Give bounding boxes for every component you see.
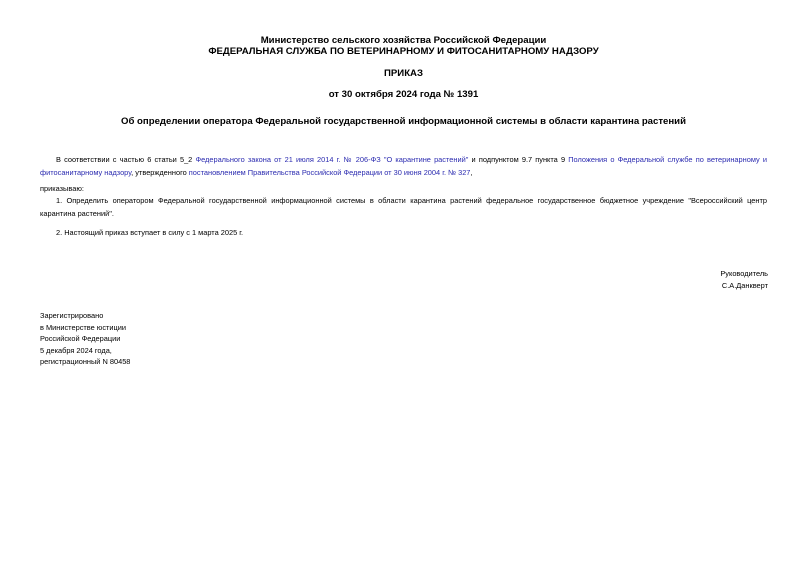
document-title: Об определении оператора Федеральной государственной информационной системы в области карантина растений [121, 116, 686, 127]
ministry-heading: Министерство сельского хозяйства Российской Федерации [260, 35, 547, 46]
registration-line-5: регистрационный N 80458 [40, 357, 131, 366]
government-decree-link[interactable]: постановлением Правительства Российской Федерации от 30 июня 2004 г. № 327 [188, 167, 471, 177]
preamble-text-2: и подпунктом 9.7 пункта 9 [468, 155, 569, 164]
registration-block [40, 310, 130, 368]
order-word: приказываю: [40, 184, 84, 193]
registration-line-2: в Министерстве юстиции [40, 322, 127, 332]
service-regulation-link[interactable]: Положения о Федеральной службе по ветеринарному и фитосанитарному надзору [40, 155, 767, 177]
signature-name: С.А.Данкверт [721, 280, 768, 290]
preamble-text-3: , утвержденного [131, 167, 189, 177]
order-item-1: 1. Определить оператором Федеральной государственной информационной системы в области карантина растений федеральное государственное бюджетное учреждение "Всероссийский центр карантина растений". [40, 196, 767, 218]
document-date-number: от 30 октября 2024 года № 1391 [328, 89, 479, 100]
registration-line-1: Зарегистрировано [40, 311, 104, 320]
preamble-text-1: В соответствии с частью 6 статьи 5_2 [56, 155, 196, 164]
preamble-paragraph [40, 154, 767, 179]
service-heading: ФЕДЕРАЛЬНАЯ СЛУЖБА ПО ВЕТЕРИНАРНОМУ И ФИТОСАНИТАРНОМУ НАДЗОРУ [208, 46, 599, 57]
signature-position: Руководитель [720, 269, 768, 278]
registration-line-3: Российской Федерации [40, 334, 121, 343]
signature-block [720, 268, 768, 291]
preamble-text-4: , [470, 167, 473, 177]
federal-law-link[interactable]: Федерального закона от 21 июля 2014 г. № 206-ФЗ "О карантине растений" [195, 155, 469, 164]
document-type: ПРИКАЗ [384, 68, 423, 79]
registration-line-4: 5 декабря 2024 года, [40, 345, 112, 355]
order-item-2: 2. Настоящий приказ вступает в силу с 1 марта 2025 г. [56, 228, 244, 237]
